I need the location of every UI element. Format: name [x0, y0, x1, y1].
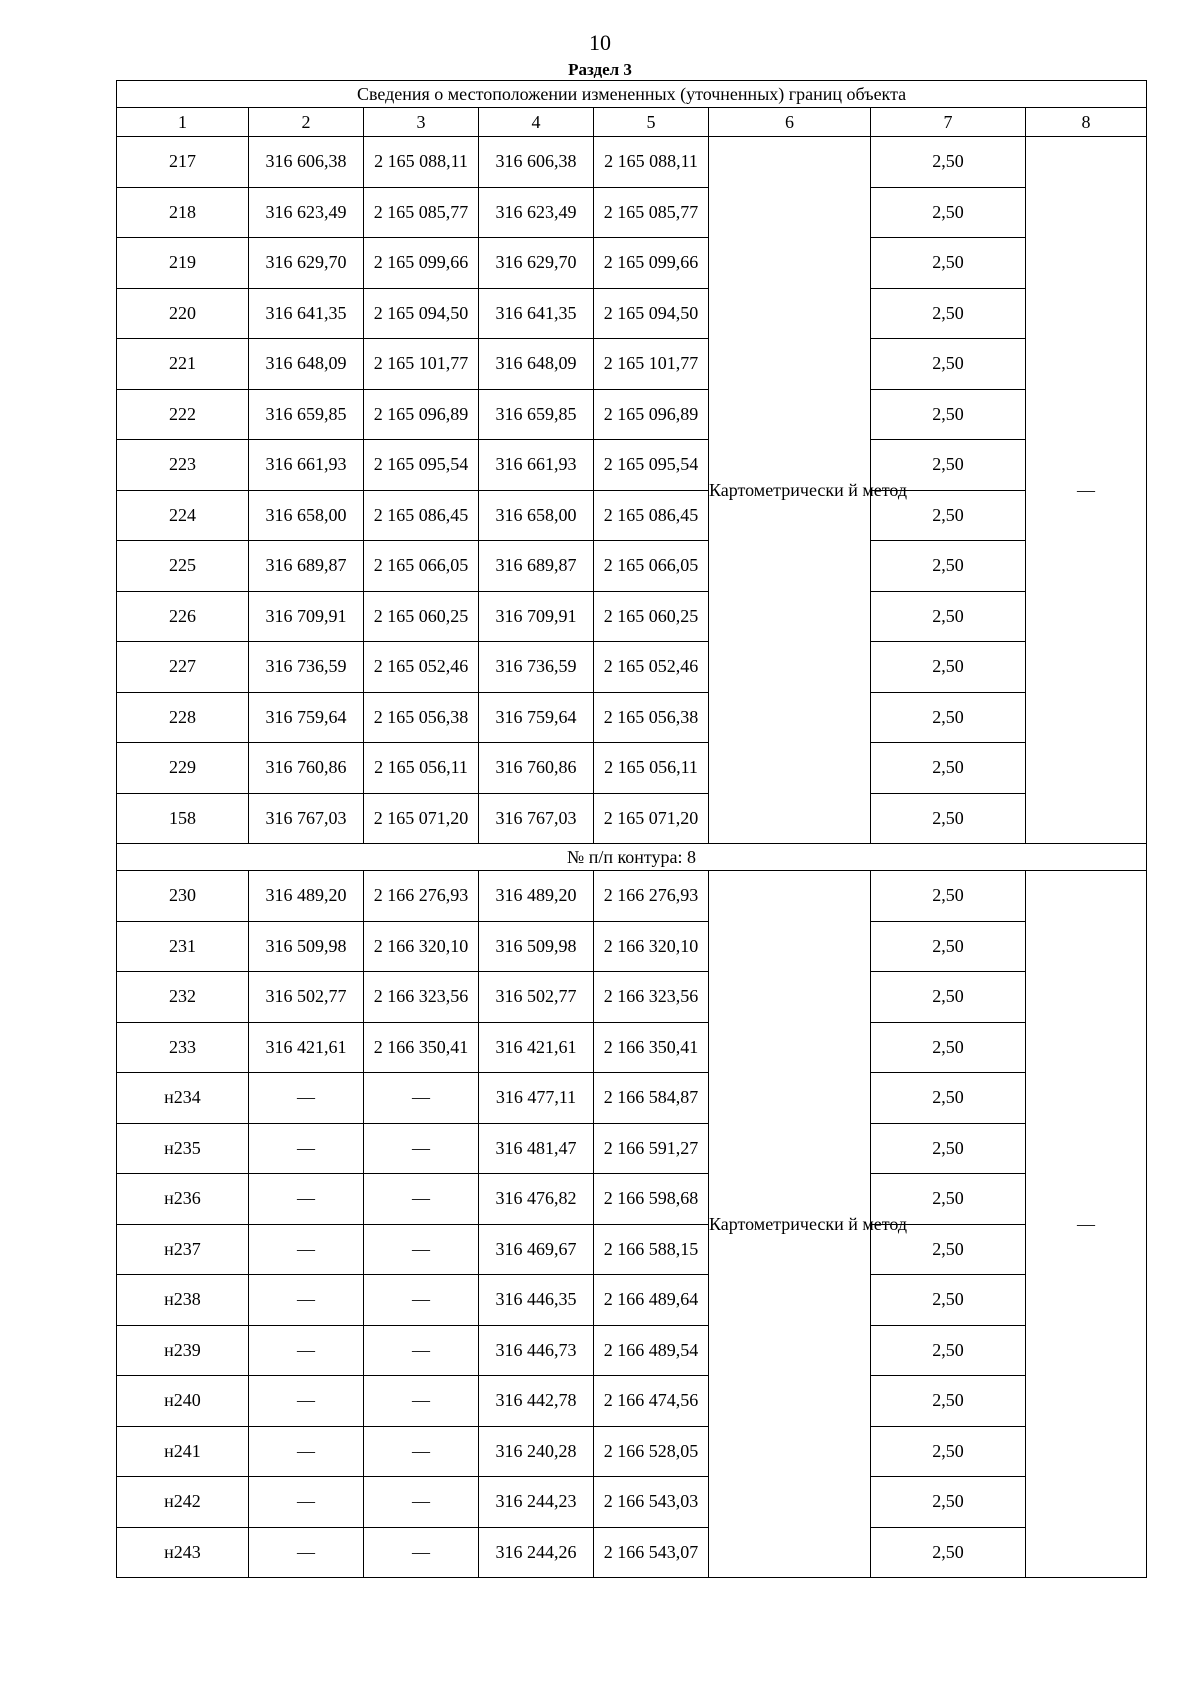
table-row — [117, 238, 1147, 289]
point-number: 218 — [117, 187, 249, 238]
x-existing: 316 629,70 — [249, 238, 364, 289]
column-number: 5 — [594, 108, 709, 137]
y-new: 2 166 489,64 — [594, 1275, 709, 1326]
y-new: 2 166 276,93 — [594, 871, 709, 922]
x-existing: — — [249, 1527, 364, 1578]
x-existing: 316 709,91 — [249, 591, 364, 642]
table-row — [117, 642, 1147, 693]
x-existing: 316 648,09 — [249, 339, 364, 390]
y-existing: 2 165 056,38 — [364, 692, 479, 743]
x-new: 316 502,77 — [479, 972, 594, 1023]
table-row — [117, 339, 1147, 390]
precision-value: 2,50 — [871, 793, 1026, 844]
point-number: н237 — [117, 1224, 249, 1275]
x-new: 316 629,70 — [479, 238, 594, 289]
precision-value: 2,50 — [871, 187, 1026, 238]
x-new: 316 661,93 — [479, 440, 594, 491]
precision-value: 2,50 — [871, 1527, 1026, 1578]
x-new: 316 658,00 — [479, 490, 594, 541]
x-new: 316 759,64 — [479, 692, 594, 743]
x-new: 316 442,78 — [479, 1376, 594, 1427]
y-new: 2 166 591,27 — [594, 1123, 709, 1174]
x-new: 316 648,09 — [479, 339, 594, 390]
x-existing: — — [249, 1174, 364, 1225]
precision-value: 2,50 — [871, 440, 1026, 491]
x-existing: — — [249, 1325, 364, 1376]
point-number: 233 — [117, 1022, 249, 1073]
point-number: н239 — [117, 1325, 249, 1376]
x-existing: 316 606,38 — [249, 137, 364, 188]
point-number: 220 — [117, 288, 249, 339]
y-new: 2 165 066,05 — [594, 541, 709, 592]
column-number: 6 — [709, 108, 871, 137]
table-row — [117, 288, 1147, 339]
y-new: 2 165 094,50 — [594, 288, 709, 339]
precision-value: 2,50 — [871, 1376, 1026, 1427]
y-new: 2 166 528,05 — [594, 1426, 709, 1477]
y-new: 2 165 088,11 — [594, 137, 709, 188]
precision-value: 2,50 — [871, 1426, 1026, 1477]
column-number: 2 — [249, 108, 364, 137]
section-title: Раздел 3 — [568, 60, 632, 79]
x-existing: 316 509,98 — [249, 921, 364, 972]
column-number: 7 — [871, 108, 1026, 137]
point-number: н235 — [117, 1123, 249, 1174]
y-new: 2 165 071,20 — [594, 793, 709, 844]
column-number: 8 — [1026, 108, 1147, 137]
table-row — [117, 187, 1147, 238]
x-existing: 316 689,87 — [249, 541, 364, 592]
point-number: н243 — [117, 1527, 249, 1578]
page-number: 10 — [589, 30, 611, 55]
y-new: 2 165 096,89 — [594, 389, 709, 440]
point-number: 223 — [117, 440, 249, 491]
x-new: 316 659,85 — [479, 389, 594, 440]
y-existing: 2 165 101,77 — [364, 339, 479, 390]
y-existing: 2 165 071,20 — [364, 793, 479, 844]
x-existing: — — [249, 1073, 364, 1124]
point-number: н236 — [117, 1174, 249, 1225]
precision-value: 2,50 — [871, 1477, 1026, 1528]
y-new: 2 166 543,07 — [594, 1527, 709, 1578]
precision-value: 2,50 — [871, 591, 1026, 642]
precision-value: 2,50 — [871, 1224, 1026, 1275]
x-existing: 316 658,00 — [249, 490, 364, 541]
precision-value: 2,50 — [871, 642, 1026, 693]
y-new: 2 166 598,68 — [594, 1174, 709, 1225]
y-existing: — — [364, 1123, 479, 1174]
x-new: 316 641,35 — [479, 288, 594, 339]
y-existing: 2 165 085,77 — [364, 187, 479, 238]
x-new: 316 736,59 — [479, 642, 594, 693]
table-row — [117, 440, 1147, 491]
precision-value: 2,50 — [871, 743, 1026, 794]
x-new: 316 606,38 — [479, 137, 594, 188]
x-new: 316 689,87 — [479, 541, 594, 592]
method-cell: Картометрически й метод — [709, 871, 871, 1578]
y-existing: — — [364, 1073, 479, 1124]
y-existing: 2 165 099,66 — [364, 238, 479, 289]
point-number: 225 — [117, 541, 249, 592]
precision-value: 2,50 — [871, 1325, 1026, 1376]
point-number: 222 — [117, 389, 249, 440]
table-row — [117, 1325, 1147, 1376]
x-new: 316 623,49 — [479, 187, 594, 238]
table-row — [117, 541, 1147, 592]
y-new: 2 166 489,54 — [594, 1325, 709, 1376]
x-existing: 316 623,49 — [249, 187, 364, 238]
x-existing: — — [249, 1275, 364, 1326]
precision-value: 2,50 — [871, 1174, 1026, 1225]
y-existing: 2 165 088,11 — [364, 137, 479, 188]
table-row — [117, 1376, 1147, 1427]
y-new: 2 165 086,45 — [594, 490, 709, 541]
point-number: 226 — [117, 591, 249, 642]
y-existing: 2 165 060,25 — [364, 591, 479, 642]
y-new: 2 166 543,03 — [594, 1477, 709, 1528]
x-new: 316 509,98 — [479, 921, 594, 972]
x-new: 316 477,11 — [479, 1073, 594, 1124]
x-existing: 316 421,61 — [249, 1022, 364, 1073]
y-existing: — — [364, 1527, 479, 1578]
point-number: н242 — [117, 1477, 249, 1528]
x-existing: 316 489,20 — [249, 871, 364, 922]
point-number: 217 — [117, 137, 249, 188]
y-new: 2 165 052,46 — [594, 642, 709, 693]
x-new: 316 760,86 — [479, 743, 594, 794]
boundary-table — [116, 80, 1147, 1578]
x-existing: 316 641,35 — [249, 288, 364, 339]
x-new: 316 446,73 — [479, 1325, 594, 1376]
y-existing: — — [364, 1325, 479, 1376]
y-existing: — — [364, 1376, 479, 1427]
point-number: 230 — [117, 871, 249, 922]
point-number: 221 — [117, 339, 249, 390]
point-number: н240 — [117, 1376, 249, 1427]
y-existing: 2 166 276,93 — [364, 871, 479, 922]
y-existing: 2 165 094,50 — [364, 288, 479, 339]
x-existing: — — [249, 1477, 364, 1528]
precision-value: 2,50 — [871, 921, 1026, 972]
x-existing: — — [249, 1123, 364, 1174]
y-new: 2 165 060,25 — [594, 591, 709, 642]
x-new: 316 469,67 — [479, 1224, 594, 1275]
y-new: 2 166 323,56 — [594, 972, 709, 1023]
y-existing: 2 166 320,10 — [364, 921, 479, 972]
y-new: 2 166 584,87 — [594, 1073, 709, 1124]
x-new: 316 244,23 — [479, 1477, 594, 1528]
table-row — [117, 1123, 1147, 1174]
table-row — [117, 743, 1147, 794]
precision-value: 2,50 — [871, 288, 1026, 339]
y-new: 2 165 101,77 — [594, 339, 709, 390]
table-row — [117, 692, 1147, 743]
table-row — [117, 137, 1147, 188]
column-number: 1 — [117, 108, 249, 137]
precision-value: 2,50 — [871, 871, 1026, 922]
x-existing: — — [249, 1224, 364, 1275]
table-row — [117, 389, 1147, 440]
x-new: 316 489,20 — [479, 871, 594, 922]
table-row — [117, 871, 1147, 922]
x-existing: 316 661,93 — [249, 440, 364, 491]
table-row — [117, 921, 1147, 972]
x-existing: 316 767,03 — [249, 793, 364, 844]
table-row — [117, 972, 1147, 1023]
precision-value: 2,50 — [871, 137, 1026, 188]
point-number: н234 — [117, 1073, 249, 1124]
table-row — [117, 1022, 1147, 1073]
precision-value: 2,50 — [871, 972, 1026, 1023]
x-new: 316 481,47 — [479, 1123, 594, 1174]
y-existing: — — [364, 1224, 479, 1275]
x-new: 316 476,82 — [479, 1174, 594, 1225]
y-existing: — — [364, 1174, 479, 1225]
x-existing: — — [249, 1376, 364, 1427]
table-row — [117, 1174, 1147, 1225]
x-existing: 316 502,77 — [249, 972, 364, 1023]
precision-value: 2,50 — [871, 1022, 1026, 1073]
y-existing: 2 166 323,56 — [364, 972, 479, 1023]
precision-value: 2,50 — [871, 389, 1026, 440]
y-existing: 2 165 095,54 — [364, 440, 479, 491]
y-new: 2 166 474,56 — [594, 1376, 709, 1427]
y-existing: — — [364, 1477, 479, 1528]
x-new: 316 240,28 — [479, 1426, 594, 1477]
y-existing: — — [364, 1426, 479, 1477]
column-number: 3 — [364, 108, 479, 137]
y-new: 2 165 099,66 — [594, 238, 709, 289]
contour-label: № п/п контура: 8 — [117, 844, 1147, 871]
precision-value: 2,50 — [871, 692, 1026, 743]
point-number: 224 — [117, 490, 249, 541]
y-new: 2 165 056,38 — [594, 692, 709, 743]
precision-value: 2,50 — [871, 1073, 1026, 1124]
table-row — [117, 793, 1147, 844]
method-cell: Картометрически й метод — [709, 137, 871, 844]
table-row — [117, 1527, 1147, 1578]
table-caption: Сведения о местоположении измененных (уточненных) границ объекта — [117, 81, 1147, 108]
point-number: 227 — [117, 642, 249, 693]
y-existing: 2 165 052,46 — [364, 642, 479, 693]
y-existing: 2 165 056,11 — [364, 743, 479, 794]
table-row — [117, 1426, 1147, 1477]
table-row — [117, 1073, 1147, 1124]
x-existing: — — [249, 1426, 364, 1477]
table-body — [117, 137, 1147, 1578]
y-new: 2 166 350,41 — [594, 1022, 709, 1073]
point-number: 158 — [117, 793, 249, 844]
x-new: 316 709,91 — [479, 591, 594, 642]
table-row — [117, 1224, 1147, 1275]
y-new: 2 165 095,54 — [594, 440, 709, 491]
y-new: 2 165 085,77 — [594, 187, 709, 238]
precision-value: 2,50 — [871, 541, 1026, 592]
precision-value: 2,50 — [871, 339, 1026, 390]
y-existing: 2 166 350,41 — [364, 1022, 479, 1073]
table-row — [117, 490, 1147, 541]
table-row — [117, 1477, 1147, 1528]
y-existing: 2 165 086,45 — [364, 490, 479, 541]
col8-cell: — — [1026, 137, 1147, 844]
x-existing: 316 759,64 — [249, 692, 364, 743]
point-number: 232 — [117, 972, 249, 1023]
x-new: 316 244,26 — [479, 1527, 594, 1578]
y-existing: — — [364, 1275, 479, 1326]
point-number: 219 — [117, 238, 249, 289]
point-number: 228 — [117, 692, 249, 743]
table-row — [117, 1275, 1147, 1326]
col8-cell: — — [1026, 871, 1147, 1578]
point-number: н238 — [117, 1275, 249, 1326]
x-existing: 316 736,59 — [249, 642, 364, 693]
x-new: 316 421,61 — [479, 1022, 594, 1073]
point-number: 231 — [117, 921, 249, 972]
table-row — [117, 591, 1147, 642]
x-existing: 316 760,86 — [249, 743, 364, 794]
y-new: 2 165 056,11 — [594, 743, 709, 794]
y-existing: 2 165 096,89 — [364, 389, 479, 440]
precision-value: 2,50 — [871, 1275, 1026, 1326]
contour-row — [117, 844, 1147, 871]
x-new: 316 446,35 — [479, 1275, 594, 1326]
y-new: 2 166 320,10 — [594, 921, 709, 972]
precision-value: 2,50 — [871, 238, 1026, 289]
precision-value: 2,50 — [871, 1123, 1026, 1174]
precision-value: 2,50 — [871, 490, 1026, 541]
y-new: 2 166 588,15 — [594, 1224, 709, 1275]
y-existing: 2 165 066,05 — [364, 541, 479, 592]
point-number: н241 — [117, 1426, 249, 1477]
x-new: 316 767,03 — [479, 793, 594, 844]
column-number: 4 — [479, 108, 594, 137]
point-number: 229 — [117, 743, 249, 794]
x-existing: 316 659,85 — [249, 389, 364, 440]
